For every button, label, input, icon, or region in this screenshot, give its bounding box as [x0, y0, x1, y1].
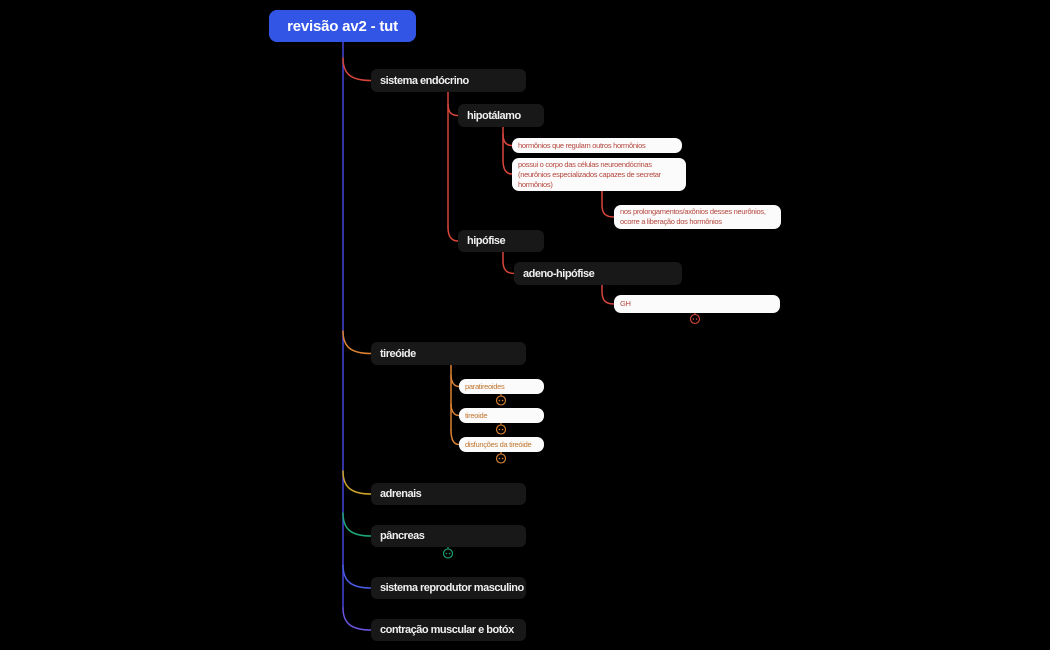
topic-label: contração muscular e botóx — [380, 624, 514, 636]
leaf-gh[interactable] — [614, 295, 780, 313]
branch-line-contracao — [343, 608, 371, 630]
leaf-prolongamentos-axonios[interactable] — [614, 205, 781, 229]
topic-hipotalamo[interactable] — [458, 104, 544, 127]
topic-pancreas[interactable] — [371, 525, 526, 547]
branch-line-adrenais — [343, 471, 371, 494]
topic-sistema-endocrino[interactable] — [371, 69, 526, 92]
collapse-badge-gh[interactable] — [691, 313, 700, 324]
topic-tireoide[interactable] — [371, 342, 526, 365]
root-topic-label: revisão av2 - tut — [287, 17, 398, 35]
leaf-text: hormônios) — [518, 179, 553, 189]
wire-to-leaf-tireoide — [451, 404, 459, 416]
topic-label: adrenais — [380, 488, 422, 500]
leaf-text: (neurônios especializados capazes de secretar — [518, 169, 661, 179]
topic-label: adeno-hipófise — [523, 267, 595, 280]
wire-to-leaf-possui — [503, 160, 512, 174]
collapse-badge-pancreas[interactable] — [444, 547, 453, 558]
branch-line-sistema-endocrino — [343, 58, 371, 81]
collapse-badge-paratireoides[interactable] — [497, 394, 506, 405]
wire-to-hipotalamo — [448, 104, 458, 116]
leaf-tireoide[interactable] — [459, 408, 544, 423]
topic-adeno-hipofise[interactable] — [514, 262, 682, 285]
wire-to-leaf-disfuncoes — [451, 430, 459, 445]
topic-sistema-reprodutor-masculino[interactable] — [371, 577, 526, 599]
leaf-text: disfunções da tireóide — [465, 439, 532, 449]
topic-label: sistema endócrino — [380, 74, 469, 87]
collapse-badge-tireoide[interactable] — [497, 423, 506, 434]
branch-line-pancreas — [343, 513, 371, 536]
topic-label: pâncreas — [380, 530, 425, 542]
leaf-possui-corpo-celulas[interactable] — [512, 158, 686, 191]
root-topic[interactable] — [269, 10, 416, 42]
wire-to-leaf-gh — [602, 285, 614, 304]
leaf-text: hormônios que regulam outros hormônios — [518, 140, 646, 150]
leaf-text: GH — [620, 299, 631, 308]
leaf-text: paratireoides — [465, 381, 505, 391]
topic-contracao-muscular-e-botox[interactable] — [371, 619, 526, 641]
leaf-hormonios-que-regulam[interactable] — [512, 138, 682, 153]
wire-to-adeno-hipofise — [503, 252, 514, 274]
wire-to-leaf-paratireoides — [451, 375, 459, 387]
wire-to-leaf-prolongamentos — [602, 191, 614, 217]
leaf-text: tireoide — [465, 410, 488, 420]
topic-label: hipotálamo — [467, 109, 521, 122]
leaf-text: ocorre a liberação dos hormônios — [620, 217, 722, 226]
wire-to-hipofise — [448, 227, 458, 241]
topic-label: hipófise — [467, 235, 506, 247]
branch-line-tireoide — [343, 331, 371, 354]
topic-adrenais[interactable] — [371, 483, 526, 505]
collapse-badge-disfuncoes[interactable] — [497, 452, 506, 463]
branch-line-reprodutor — [343, 565, 371, 588]
leaf-paratireoides[interactable] — [459, 379, 544, 394]
topic-hipofise[interactable] — [458, 230, 544, 252]
leaf-text: nos prolongamentos/axônios desses neurônios, — [620, 207, 766, 216]
topic-label: tireóide — [380, 347, 416, 360]
topic-label: sistema reprodutor masculino — [380, 582, 524, 594]
leaf-text: possui o corpo das células neuroendócrinas — [518, 159, 652, 169]
wire-to-leaf-hormonios — [503, 134, 512, 146]
leaf-disfuncoes-da-tireoide[interactable] — [459, 437, 544, 452]
